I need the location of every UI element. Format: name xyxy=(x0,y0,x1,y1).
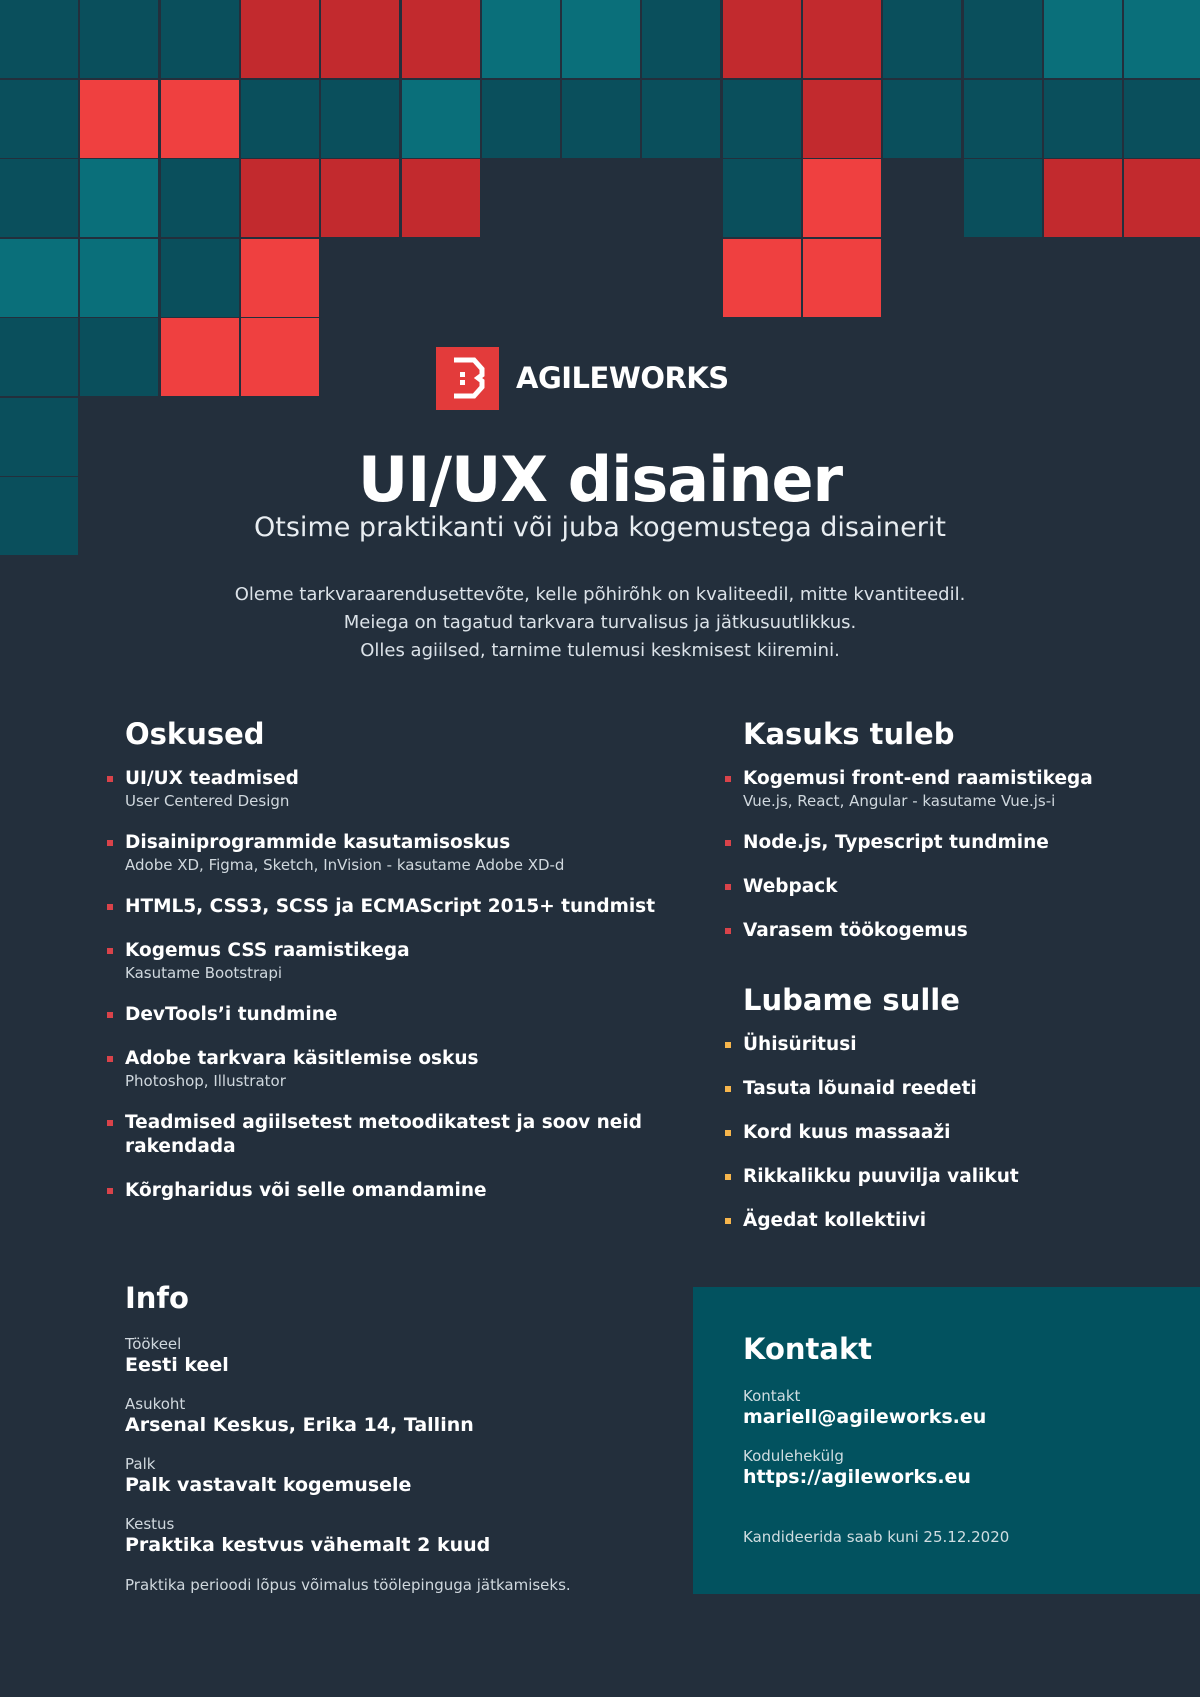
contact-label: Kodulehekülg xyxy=(743,1447,844,1465)
list-item: Teadmised agiilsetest metoodikatest ja soov neid rakendada xyxy=(125,1111,685,1159)
mosaic-tile xyxy=(0,318,78,396)
mosaic-tile xyxy=(883,0,961,78)
mosaic-tile xyxy=(964,159,1042,237)
mosaic-tile xyxy=(723,0,801,78)
list-item: Adobe tarkvara käsitlemise oskus Photoshop, Illustrator xyxy=(125,1047,685,1091)
list-item: Kogemusi front-end raamistikega Vue.js, React, Angular - kasutame Vue.js-i xyxy=(743,767,1183,811)
list-item: Ühisüritusi xyxy=(743,1033,1183,1057)
mosaic-tile xyxy=(161,318,239,396)
mosaic-tile xyxy=(482,80,560,158)
bullet-icon xyxy=(107,1056,113,1062)
bullet-icon xyxy=(107,904,113,910)
mosaic-tile xyxy=(803,239,881,317)
contact-label: Kontakt xyxy=(743,1387,801,1405)
mosaic-tile xyxy=(0,80,78,158)
bullet-icon xyxy=(725,928,731,934)
mosaic-tile xyxy=(964,80,1042,158)
bullet-icon xyxy=(725,776,731,782)
mosaic-tile xyxy=(161,0,239,78)
bullet-icon xyxy=(107,1188,113,1194)
bullet-icon xyxy=(725,1130,731,1136)
bullet-icon xyxy=(725,840,731,846)
mosaic-tile xyxy=(803,80,881,158)
mosaic-tile xyxy=(241,159,319,237)
intro-line: Olles agiilsed, tarnime tulemusi keskmisest kiiremini. xyxy=(360,640,840,661)
bullet-icon xyxy=(107,1120,113,1126)
section-title-kontakt: Kontakt xyxy=(743,1332,873,1366)
contact-panel xyxy=(693,1287,1200,1594)
page-subtitle: Otsime praktikanti või juba kogemustega disainerit xyxy=(254,512,946,543)
mosaic-tile xyxy=(241,0,319,78)
list-item: HTML5, CSS3, SCSS ja ECMAScript 2015+ tundmist xyxy=(125,895,685,919)
mosaic-tile xyxy=(1124,0,1200,78)
mosaic-tile xyxy=(80,80,158,158)
bullet-icon xyxy=(107,776,113,782)
info-value: Palk vastavalt kogemusele xyxy=(125,1474,412,1496)
list-item: Webpack xyxy=(743,875,1183,899)
mosaic-tile xyxy=(642,0,720,78)
list-item: Tasuta lõunaid reedeti xyxy=(743,1077,1183,1101)
mosaic-tile xyxy=(1124,80,1200,158)
list-item: Disainiprogrammide kasutamisoskus Adobe XD, Figma, Sketch, InVision - kasutame Adobe XD-d xyxy=(125,831,685,875)
list-item: Kogemus CSS raamistikega Kasutame Bootstrapi xyxy=(125,939,685,983)
intro-line: Oleme tarkvaraarendusettevõte, kelle põhirõhk on kvaliteedil, mitte kvantiteedil. xyxy=(234,584,966,605)
info-value: Praktika kestvus vähemalt 2 kuud xyxy=(125,1534,491,1556)
mosaic-tile xyxy=(482,0,560,78)
logo-wordmark: AGILEWORKS xyxy=(516,361,729,395)
mosaic-tile xyxy=(80,318,158,396)
mosaic-tile xyxy=(402,80,480,158)
mosaic-tile xyxy=(0,0,78,78)
mosaic-tile xyxy=(723,159,801,237)
section-title-info: Info xyxy=(125,1281,189,1315)
mosaic-tile xyxy=(80,159,158,237)
bullet-icon xyxy=(725,884,731,890)
info-label: Töökeel xyxy=(125,1335,182,1353)
list-item: Kõrgharidus või selle omandamine xyxy=(125,1179,685,1203)
intro-text xyxy=(0,581,1200,665)
mosaic-tile xyxy=(562,0,640,78)
bonus-skills-list xyxy=(743,767,1183,963)
mosaic-tile xyxy=(241,239,319,317)
bullet-icon xyxy=(725,1042,731,1048)
info-label: Asukoht xyxy=(125,1395,186,1413)
bullet-icon xyxy=(107,948,113,954)
mosaic-tile xyxy=(0,159,78,237)
bullet-icon xyxy=(107,1012,113,1018)
list-item: Rikkalikku puuvilja valikut xyxy=(743,1165,1183,1189)
mosaic-tile xyxy=(241,80,319,158)
info-value: Arsenal Keskus, Erika 14, Tallinn xyxy=(125,1414,474,1436)
list-item: DevTools’i tundmine xyxy=(125,1003,685,1027)
mosaic-tile xyxy=(161,80,239,158)
info-label: Palk xyxy=(125,1455,156,1473)
mosaic-tile xyxy=(161,239,239,317)
mosaic-tile xyxy=(0,239,78,317)
mosaic-tile xyxy=(80,0,158,78)
intro-line: Meiega on tagatud tarkvara turvalisus ja jätkusuutlikkus. xyxy=(343,612,857,633)
mosaic-tile xyxy=(1124,159,1200,237)
bullet-icon xyxy=(725,1174,731,1180)
agileworks-logo xyxy=(436,346,729,410)
mosaic-tile xyxy=(241,318,319,396)
mosaic-tile xyxy=(321,80,399,158)
mosaic-tile xyxy=(803,0,881,78)
application-deadline: Kandideerida saab kuni 25.12.2020 xyxy=(743,1528,1010,1546)
contact-email-link[interactable]: mariell@agileworks.eu xyxy=(743,1406,987,1428)
agileworks-logo-mark-icon xyxy=(436,347,499,410)
info-section xyxy=(125,1335,685,1595)
mosaic-tile xyxy=(803,159,881,237)
mosaic-tile xyxy=(402,159,480,237)
benefits-list xyxy=(743,1033,1183,1253)
section-title-kasuks: Kasuks tuleb xyxy=(743,717,955,751)
mosaic-tile xyxy=(562,80,640,158)
list-item: Node.js, Typescript tundmine xyxy=(743,831,1183,855)
mosaic-tile xyxy=(642,80,720,158)
bullet-icon xyxy=(107,840,113,846)
page-title: UI/UX disainer xyxy=(357,443,843,516)
list-item: Kord kuus massaaži xyxy=(743,1121,1183,1145)
bullet-icon xyxy=(725,1086,731,1092)
mosaic-tile xyxy=(402,0,480,78)
mosaic-tile xyxy=(723,80,801,158)
bullet-icon xyxy=(725,1218,731,1224)
info-value: Eesti keel xyxy=(125,1354,229,1376)
mosaic-tile xyxy=(1044,80,1122,158)
info-label: Kestus xyxy=(125,1515,175,1533)
mosaic-tile xyxy=(1044,159,1122,237)
list-item: UI/UX teadmised User Centered Design xyxy=(125,767,685,811)
section-title-lubame: Lubame sulle xyxy=(743,983,960,1017)
contact-website-link[interactable]: https://agileworks.eu xyxy=(743,1466,971,1488)
mosaic-tile xyxy=(80,239,158,317)
skills-list xyxy=(125,767,685,1223)
mosaic-tile xyxy=(964,0,1042,78)
mosaic-tile xyxy=(883,80,961,158)
section-title-oskused: Oskused xyxy=(125,717,265,751)
list-item: Varasem töökogemus xyxy=(743,919,1183,943)
mosaic-tile xyxy=(321,159,399,237)
mosaic-tile xyxy=(1044,0,1122,78)
mosaic-tile xyxy=(321,0,399,78)
mosaic-tile xyxy=(723,239,801,317)
list-item: Ägedat kollektiivi xyxy=(743,1209,1183,1233)
info-note: Praktika perioodi lõpus võimalus töölepinguga jätkamiseks. xyxy=(125,1576,571,1594)
mosaic-tile xyxy=(161,159,239,237)
